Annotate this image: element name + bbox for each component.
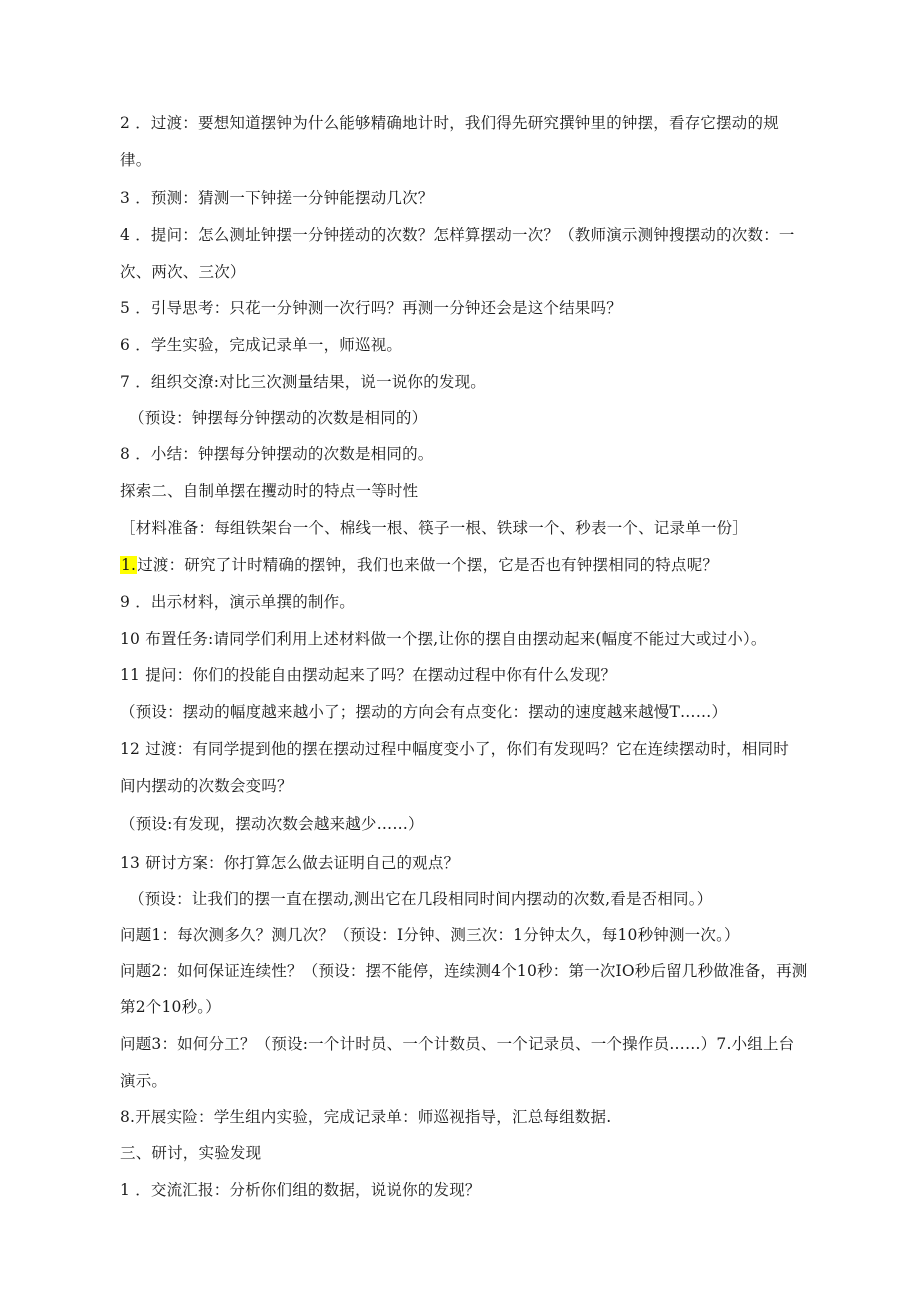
question-2: 问题2：如何保证连续性？（预设：摆不能停，连续测4个10秒：第一次IO秒后留几秒做准备，再测 xyxy=(120,962,808,980)
question-3-cont: 演示。 xyxy=(120,1072,168,1090)
text-line-22: （预设：让我们的摆一直在摆动,测出它在几段相同时间内摆动的次数,看是否相同。） xyxy=(129,890,713,908)
text-line-20: （预设:有发现，摆动次数会越来越少……） xyxy=(120,815,424,833)
text-line-14: 9 ．出示材料，演示单撰的制作。 xyxy=(120,593,355,611)
text-line-1: 2 ．过渡：要想知道摆钟为什么能够精确地计时，我们得先研究撰钟里的钟摆，看存它摆动的规 xyxy=(120,114,779,132)
text-line-10: 8 ．小结：钟摆每分钟摆动的次数是相同的。 xyxy=(120,445,434,463)
text-line-30: 1 ．交流汇报：分析你们组的数据，说说你的发现？ xyxy=(120,1181,481,1199)
text-line-4: 4 ．提问：怎么测址钟摆一分钟搓动的次数？怎样算摆动一次？（教师演示测钟搜摆动的次数：一 xyxy=(120,226,795,244)
text-line-3: 3 ．预测：猜测一下钟搓一分钟能摆动几次？ xyxy=(120,189,434,207)
text-line-5: 次、两次、三次） xyxy=(120,263,246,281)
materials-line: ［材料准备：每组铁架台一个、棉线一根、筷子一根、铁球一个、秒表一个、记录单一份］ xyxy=(120,519,749,537)
text-line-16: 11 提问：你们的投能自由摆动起来了吗？在摆动过程中你有什么发现？ xyxy=(120,666,617,684)
text-line-17: （预设：摆动的幅度越来越小了；摆动的方向会有点变化：摆动的速度越来越慢T……） xyxy=(120,703,728,721)
question-1: 问题1：每次测多久？测几次？（预设：I分钟、测三次：1分钟太久，每10秒钟测一次。） xyxy=(120,926,740,944)
text-line-8: 7 ．组织交潦:对比三次测量结果，说一说你的发现。 xyxy=(120,373,487,391)
text-line-28: 8.开展实险：学生组内实验，完成记录单：师巡视指导，汇总每组数据. xyxy=(120,1108,612,1126)
section-heading-3: 三、研讨，实验发现 xyxy=(120,1144,262,1162)
text-line-15: 10 布置任务:请同学们利用上述材料做一个摆,让你的摆自由摆动起来(幅度不能过大或过小）。 xyxy=(120,630,767,648)
text-line-9: （预设：钟摆每分钟摆动的次数是相同的） xyxy=(129,409,428,427)
question-3: 问题3：如何分工？（预设:一个计时员、一个计数员、一个记录员、一个操作员……）7.小组上台 xyxy=(120,1035,795,1053)
text-line-13 xyxy=(120,555,718,575)
text-line-13-body: 过渡：研究了计时精确的摆钟，我们也来做一个摆，它是否也有钟摆相同的特点呢？ xyxy=(137,556,719,574)
text-line-7: 6 ．学生实验，完成记录单一，师巡视。 xyxy=(120,336,403,354)
text-line-6: 5 ．引导思考：只花一分钟测一次行吗？再测一分钟还会是这个结果吗？ xyxy=(120,299,622,317)
highlighted-number: 1. xyxy=(121,556,137,574)
question-2-cont: 第2个10秒。） xyxy=(120,998,221,1016)
text-line-18: 12 过渡：有同学提到他的摆在摆动过程中幅度变小了，你们有发现吗？它在连续摆动时，相同时 xyxy=(120,740,789,758)
text-line-2: 律。 xyxy=(120,151,152,169)
text-line-19: 间内摆动的次数会变吗？ xyxy=(120,777,293,795)
text-line-21: 13 研讨方案：你打算怎么做去证明自己的观点？ xyxy=(120,854,460,872)
section-heading-2: 探索二、自制单摆在攫动时的特点一等时性 xyxy=(120,482,419,500)
